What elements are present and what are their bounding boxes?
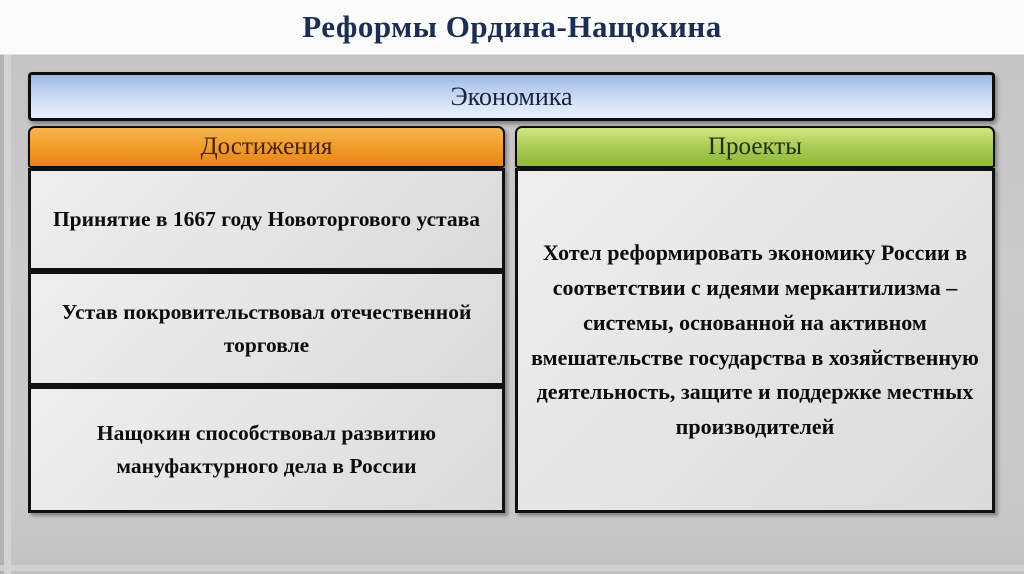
bottom-edge-strip (0, 565, 1024, 571)
achievement-text-2: Устав покровительствовал отечественной торговле (61, 300, 472, 357)
projects-header-label: Проекты (708, 133, 802, 160)
economy-header-label: Экономика (450, 81, 573, 111)
achievement-text-3: Нащокин способствовал развитию мануфактурного дела в России (96, 421, 437, 478)
economy-header-bar (28, 72, 995, 121)
projects-box (515, 168, 995, 513)
achievement-box-3 (28, 386, 505, 513)
achievements-header-label: Достижения (200, 133, 333, 160)
achievement-box-1 (28, 168, 505, 271)
projects-column-header (515, 126, 995, 168)
left-edge-highlight (4, 54, 11, 574)
slide-title: Реформы Ордина-Нащокина (302, 9, 722, 44)
projects-text: Хотел реформировать экономику России в соответствии с идеями меркантилизма – системы, основанной на активном вмешательстве государства в хозяйственную деятельность, защите и поддержке местных производителей (531, 240, 979, 439)
achievements-column-header (28, 126, 505, 168)
title-band (0, 0, 1024, 55)
achievement-text-1: Принятие в 1667 году Новоторгового устава (52, 207, 481, 232)
achievement-box-2 (28, 271, 505, 386)
